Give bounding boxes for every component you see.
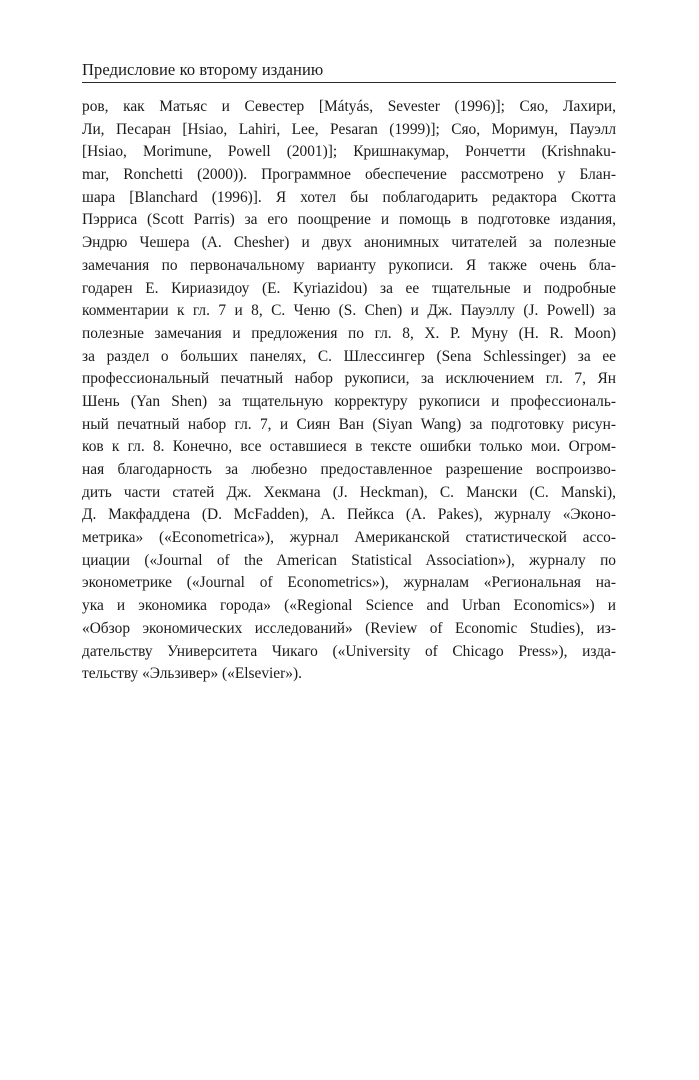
text-line: ная благодарность за любезно предоставленное разрешение воспроизво- — [82, 461, 616, 478]
text-line: полезные замечания и предложения по гл. 8, Х. Р. Муну (H. R. Moon) — [82, 324, 616, 342]
text-line: шара [Blanchard (1996)]. Я хотел бы поблагодарить редактора Скотта — [82, 188, 616, 206]
text-line: ров, как Матьяс и Севестер [Mátyás, Sevester (1996)]; Сяо, Лахири, — [82, 98, 616, 115]
text-line: Ли, Песаран [Hsiao, Lahiri, Lee, Pesaran (1999)]; Сяо, Моримун, Пауэлл — [82, 120, 616, 138]
text-line: «Обзор экономических исследований» (Review of Economic Studies), из- — [82, 619, 616, 637]
body-paragraph — [82, 96, 616, 686]
text-line: профессиональный печатный набор рукописи, за исключением гл. 7, Ян — [82, 370, 616, 388]
text-line: Пэрриса (Scott Parris) за его поощрение и помощь в подготовке издания, — [82, 211, 616, 229]
text-line: эконометрике («Journal of Econometrics»), журналам «Региональная на- — [82, 574, 616, 592]
text-line: Эндрю Чешера (A. Chesher) и двух анонимных читателей за полезные — [82, 234, 616, 252]
text-line-last: тельству «Эльзивер» («Elsevier»). — [82, 665, 302, 683]
text-line: метрика» («Econometrica»), журнал Американской статистической ассо- — [82, 529, 616, 547]
text-line: Д. Макфаддена (D. McFadden), А. Пейкса (A. Pakes), журналу «Эконо- — [82, 506, 616, 524]
text-line: [Hsiao, Morimune, Powell (2001)]; Кришнакумар, Рончетти (Krishnaku- — [82, 143, 616, 161]
text-line: Шень (Yan Shen) за тщательную корректуру рукописи и профессиональ- — [82, 392, 616, 410]
text-line: дить части статей Дж. Хекмана (J. Heckman), С. Мански (C. Manski), — [82, 483, 616, 501]
text-line: ука и экономика города» («Regional Science and Urban Economics») и — [82, 597, 616, 615]
header-rule — [82, 82, 616, 83]
text-line: замечания по первоначальному варианту рукописи. Я также очень бла- — [82, 256, 616, 274]
text-line: ков к гл. 8. Конечно, все оставшиеся в тексте ошибки только мои. Огром- — [82, 438, 616, 456]
text-line: комментарии к гл. 7 и 8, С. Ченю (S. Chen) и Дж. Пауэллу (J. Powell) за — [82, 302, 616, 320]
text-line: годарен Е. Кириазидоу (E. Kyriazidou) за ее тщательные и подробные — [82, 279, 616, 297]
text-line: за раздел о больших панелях, С. Шлессингер (Sena Schlessinger) за ее — [82, 347, 616, 365]
text-line: mar, Ronchetti (2000)). Программное обеспечение рассмотрено у Блан- — [82, 166, 616, 184]
text-line: дательству Университета Чикаго («University of Chicago Press»), изда- — [82, 642, 616, 660]
text-line: ный печатный набор гл. 7, и Сиян Ван (Siyan Wang) за подготовку рисун- — [82, 415, 616, 433]
text-line: циации («Journal of the American Statistical Association»), журналу по — [82, 551, 616, 569]
running-head-title: Предисловие ко второму изданию — [82, 60, 324, 79]
